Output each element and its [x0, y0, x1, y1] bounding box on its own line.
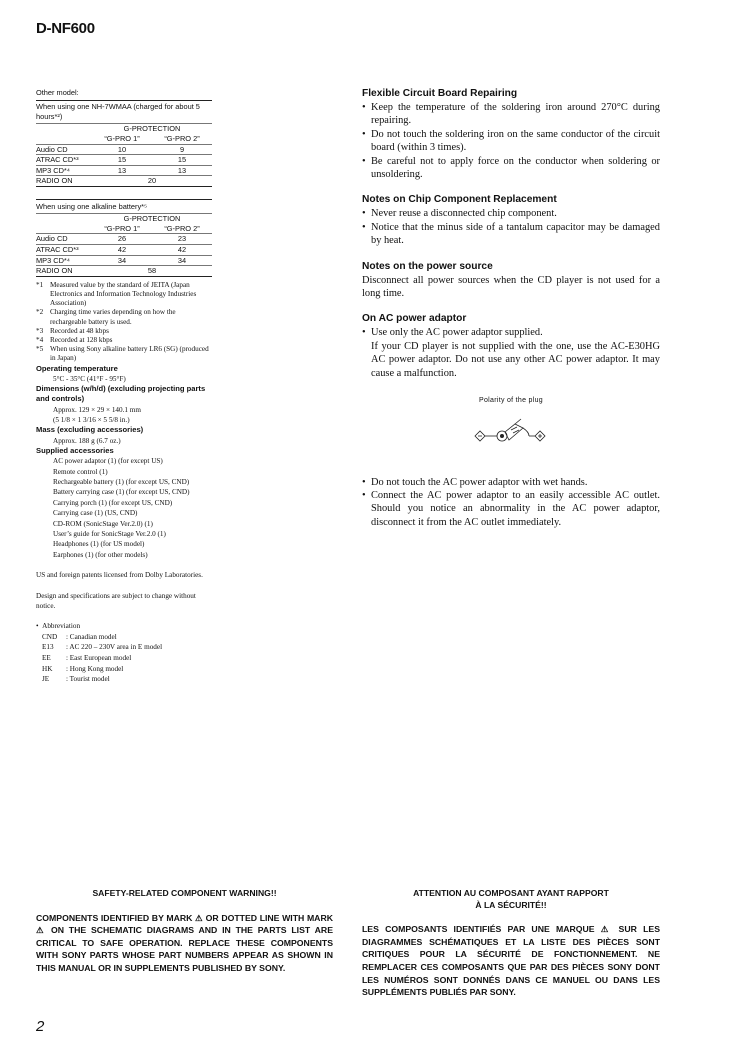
other-model-label: Other model: [36, 88, 79, 97]
list-item: • Never reuse a disconnected chip component. [362, 208, 557, 220]
safety-warning-french [362, 888, 660, 999]
warning-body: COMPONENTS IDENTIFIED BY MARK ⚠ OR DOTTED LINE WITH MARK ⚠ ON THE SCHEMATIC DIAGRAMS AND IN THE PARTS LIST ARE CRITICAL TO SAFE OPERATION. REPLACE THESE COMPONENTS WITH SONY PARTS WHOSE PART NUMBERS APPEAR AS SHOWN IN THIS MANUAL OR IN SUPPLEMENTS PUBLISHED BY SONY. [36, 912, 333, 973]
plug-polarity-caption: Polarity of the plug [479, 397, 543, 405]
service-notes-column [362, 87, 660, 529]
abbreviation-item: JE : Tourist model [42, 675, 110, 684]
list-item: Rechargeable battery (1) (for except US, CND) [53, 478, 190, 486]
footnote: *2 Charging time varies depending on how the rechargeable battery is used. [36, 308, 176, 326]
table-cell: 23 [152, 234, 212, 245]
section-heading: On AC power adaptor [362, 313, 467, 325]
table1-col-2: “G-PRO 2” [164, 133, 200, 143]
section-heading: Flexible Circuit Board Repairing [362, 88, 518, 99]
table-row-label: RADIO ON [36, 266, 92, 277]
table2-col-1: “G-PRO 1” [104, 223, 140, 233]
list-item: Battery carrying case (1) (for except US, CND) [53, 488, 190, 497]
specifications-column [36, 88, 212, 685]
table-cell: 15 [92, 155, 152, 166]
table-row-label: ATRAC CD*³ [36, 155, 92, 166]
mass-heading: Mass (excluding accessories) [36, 425, 144, 435]
footnote: *3 Recorded at 48 kbps [36, 326, 109, 335]
table-cell: 34 [152, 255, 212, 266]
table-cell: 13 [152, 165, 212, 176]
operating-temperature-heading: Operating temperature [36, 363, 118, 373]
list-item: User’s guide for SonicStage Ver.2.0 (1) [53, 530, 166, 539]
list-item: Carrying porch (1) (for except US, CND) [53, 498, 173, 507]
table1-title: When using one NH-7WMAA (charged for about 5 hours*²) [36, 102, 200, 121]
table-cell: 42 [92, 244, 152, 255]
accessories-heading: Supplied accessories [36, 445, 114, 455]
warning-body: LES COMPOSANTS IDENTIFIÉS PAR UNE MARQUE ⚠ SUR LES DIAGRAMMES SCHÉMATIQUES ET LA LISTE DES PIÈCES SONT CRITIQUES POUR LA SÉCURITÉ DE FONCTIONNEMENT. NE REMPLACER CES COMPOSANTS QUE PAR DES PIÈCES SONY DONT LES NUMÉROS SONT DONNÉS DANS CE MANUEL OU DANS LES SUPPLÉMENTS PUBLIÉS PAR SONY. [362, 924, 660, 998]
table-cell: 15 [152, 155, 212, 166]
safety-warning-english [36, 888, 333, 975]
table-cell: 26 [92, 234, 152, 245]
warning-title: ATTENTION AU COMPOSANT AYANT RAPPORT [413, 888, 609, 898]
table-row-label: MP3 CD*⁴ [36, 165, 92, 176]
list-item: Headphones (1) (for US model) [53, 540, 145, 549]
operating-temperature-value: 5°C - 35°C (41°F - 95°F) [53, 374, 126, 383]
paragraph: Disconnect all power sources when the CD player is not used for a long time. [362, 274, 660, 300]
dimensions-heading: Dimensions (w/h/d) (excluding projecting parts and controls) [36, 384, 206, 404]
list-item: Earphones (1) (for other models) [53, 550, 148, 559]
abbreviation-item: CND : Canadian model [42, 632, 117, 641]
list-item: • Use only the AC power adaptor supplied. [362, 327, 543, 339]
design-note: Design and specifications are subject to change without notice. [36, 591, 196, 611]
battery-life-table-1 [36, 123, 212, 187]
table-cell: 13 [92, 165, 152, 176]
table-cell: 10 [92, 144, 152, 155]
page-number: 2 [36, 1018, 45, 1035]
list-item: • Notice that the minus side of a tantalum capacitor may be damaged by heat. [362, 221, 660, 247]
list-item: • Be careful not to apply force on the conductor when soldering or unsoldering. [362, 155, 660, 181]
table-row-label: RADIO ON [36, 176, 92, 187]
table1-col-1: “G-PRO 1” [104, 133, 140, 143]
footnote: *4 Recorded at 128 kbps [36, 335, 113, 344]
table2-group: G-PROTECTION [92, 214, 212, 224]
list-item: • Keep the temperature of the soldering iron around 270°C during repairing. [362, 102, 660, 127]
abbreviation-item: EE : East European model [42, 654, 132, 663]
warning-title: SAFETY-RELATED COMPONENT WARNING!! [92, 888, 277, 898]
section-heading: Notes on Chip Component Replacement [362, 194, 557, 206]
abbreviation-item: HK : Hong Kong model [42, 664, 124, 673]
section-heading: Notes on the power source [362, 260, 493, 272]
model-name: D-NF600 [36, 20, 95, 37]
warning-title-line2: À LA SÉCURITÉ!! [475, 899, 547, 910]
plug-polarity-figure [362, 414, 660, 458]
list-item: CD-ROM (SonicStage Ver.2.0) (1) [53, 519, 153, 528]
table-cell: 20 [92, 176, 212, 187]
paragraph: If your CD player is not supplied with the one, use the AC-E30HG AC power adaptor. Do not use any other AC power adaptor. It may cause a malfunction. [371, 340, 660, 379]
abbreviation-heading: • Abbreviation [36, 622, 81, 631]
table-row-label: Audio CD [36, 144, 92, 155]
table-row-label: ATRAC CD*³ [36, 244, 92, 255]
mass-value: Approx. 188 g (6.7 oz.) [53, 436, 121, 445]
list-item: AC power adaptor (1) (for except US) [53, 457, 163, 466]
table2-title: When using one alkaline battery*⁵ [36, 201, 148, 211]
table-row-label: Audio CD [36, 234, 92, 245]
list-item: • Do not touch the soldering iron on the same conductor of the circuit board (within 3 times). [362, 128, 660, 154]
dimensions-value: Approx. 129 × 29 × 140.1 mm [53, 405, 141, 414]
dimensions-inches: (5 1/8 × 1 3/16 × 5 5/8 in.) [53, 415, 130, 424]
table-cell: 58 [92, 266, 212, 277]
table-cell: 34 [92, 255, 152, 266]
table2-col-2: “G-PRO 2” [164, 223, 200, 233]
list-item: Carrying case (1) (US, CND) [53, 509, 138, 518]
battery-life-table-2 [36, 213, 212, 277]
table-cell: 42 [152, 244, 212, 255]
plug-polarity-icon [471, 414, 551, 450]
list-item: • Do not touch the AC power adaptor with wet hands. [362, 476, 588, 488]
footnote: *1 Measured value by the standard of JEITA (Japan Electronics and Information Technology Industries Association) [36, 280, 197, 308]
list-item: Remote control (1) [53, 467, 108, 476]
footnote: *5 When using Sony alkaline battery LR6 (SG) (produced in Japan) [36, 345, 209, 363]
table-row-label: MP3 CD*⁴ [36, 255, 92, 266]
table1-group: G-PROTECTION [92, 124, 212, 134]
table-cell: 9 [152, 144, 212, 155]
abbreviation-item: E13 : AC 220 – 230V area in E model [42, 643, 163, 652]
list-item: • Connect the AC power adaptor to an easily accessible AC outlet. Should you notice an abnormality in the AC power adaptor, disconnect it from the AC outlet immediately. [362, 489, 660, 528]
patents-note: US and foreign patents licensed from Dolby Laboratories. [36, 571, 203, 580]
